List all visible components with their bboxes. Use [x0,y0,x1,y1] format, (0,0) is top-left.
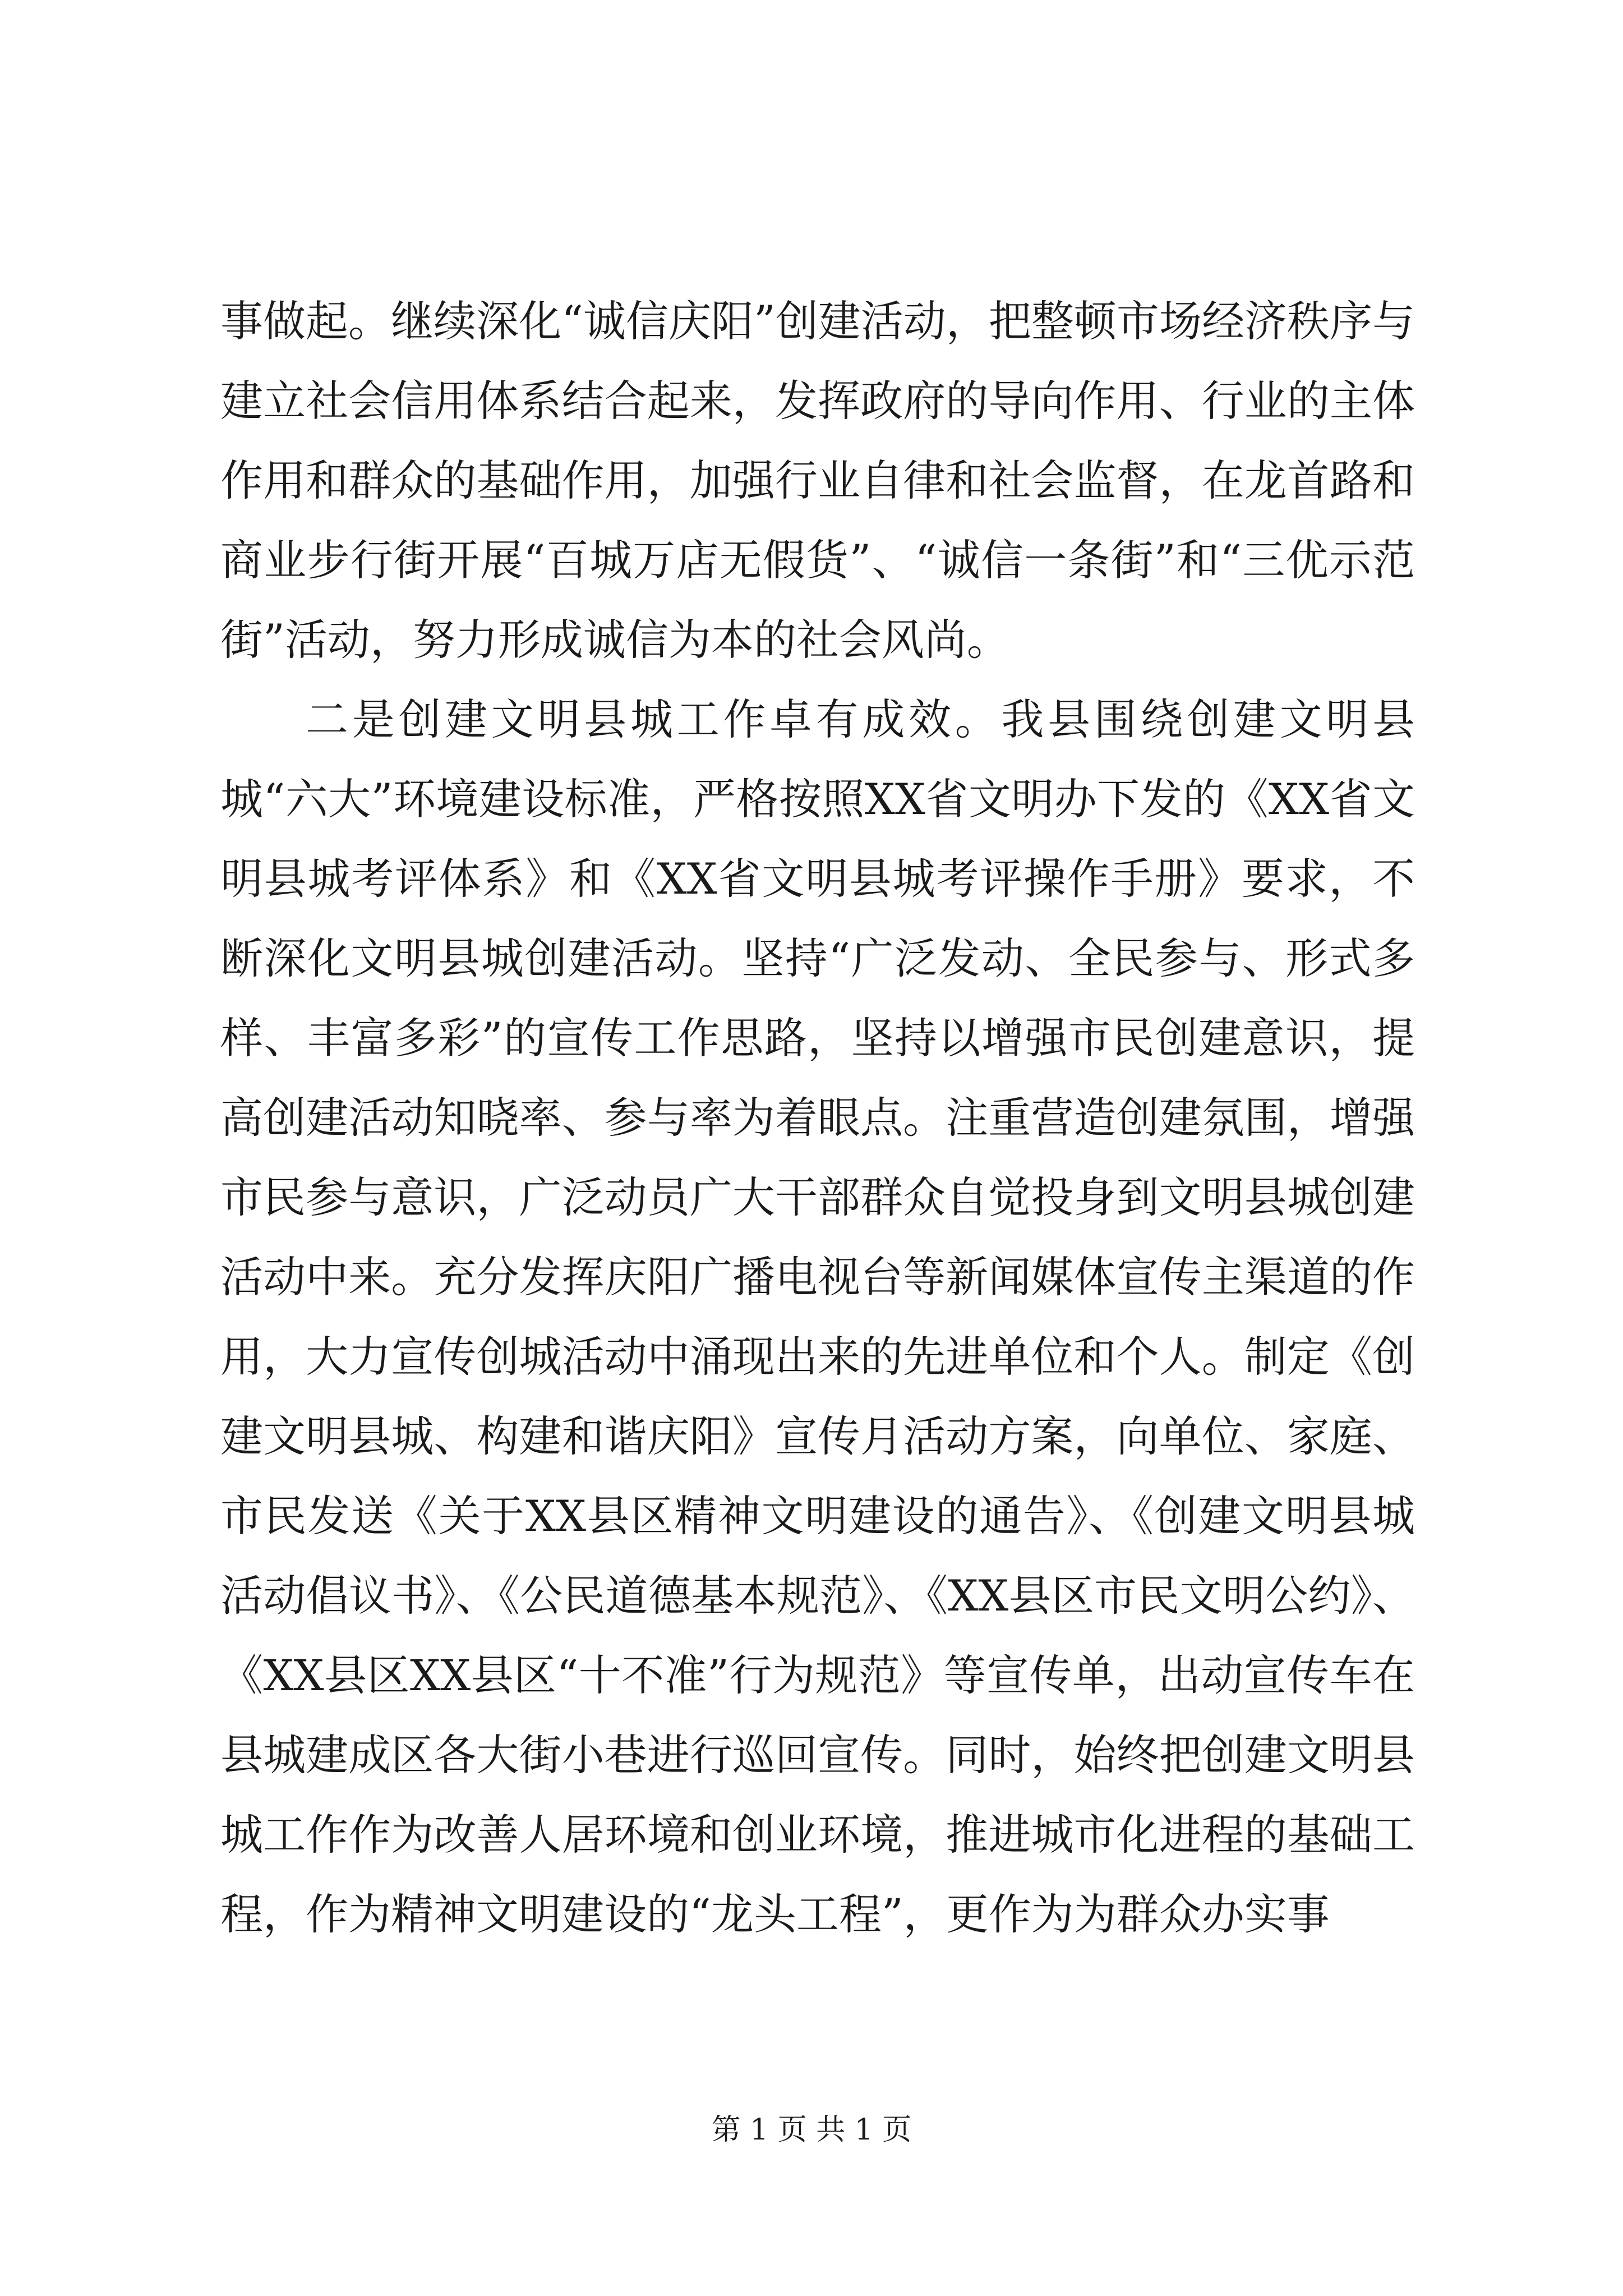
page-number-footer: 第 1 页 共 1 页 [711,2113,912,2147]
document-body [220,282,1415,1954]
paragraph-1: 事做起。继续深化“诚信庆阳”创建活动，把整顿市场经济秩序与建立社会信用体系结合起来，发挥政府的导向作用、行业的主体作用和群众的基础作用，加强行业自律和社会监督，在龙首路和商业步行街开展“百城万店无假货”、“诚信一条街”和“三优示范街”活动，努力形成诚信为本的社会风尚。 [220,296,1415,665]
paragraph-2: 二是创建文明县城工作卓有成效。我县围绕创建文明县城“六大”环境建设标准，严格按照XX省文明办下发的《XX省文明县城考评体系》和《XX省文明县城考评操作手册》要求，不断深化文明县城创建活动。坚持“广泛发动、全民参与、形式多样、丰富多彩”的宣传工作思路，坚持以增强市民创建意识，提高创建活动知晓率、参与率为着眼点。注重营造创建氛围，增强市民参与意识，广泛动员广大干部群众自觉投身到文明县城创建活动中来。充分发挥庆阳广播电视台等新闻媒体宣传主渠道的作用，大力宣传创城活动中涌现出来的先进单位和个人。制定《创建文明县城、构建和谐庆阳》宣传月活动方案，向单位、家庭、市民发送《关于XX县区精神文明建设的通告》、《创建文明县城活动倡议书》、《公民道德基本规范》、《XX县区市民文明公约》、《XX县区XX县区“十不准”行为规范》等宣传单，出动宣传车在县城建成区各大街小巷进行巡回宣传。同时，始终把创建文明县城工作作为改善人居环境和创业环境，推进城市化进程的基础工程，作为精神文明建设的“龙头工程”，更作为为群众办实事 [220,694,1415,1939]
